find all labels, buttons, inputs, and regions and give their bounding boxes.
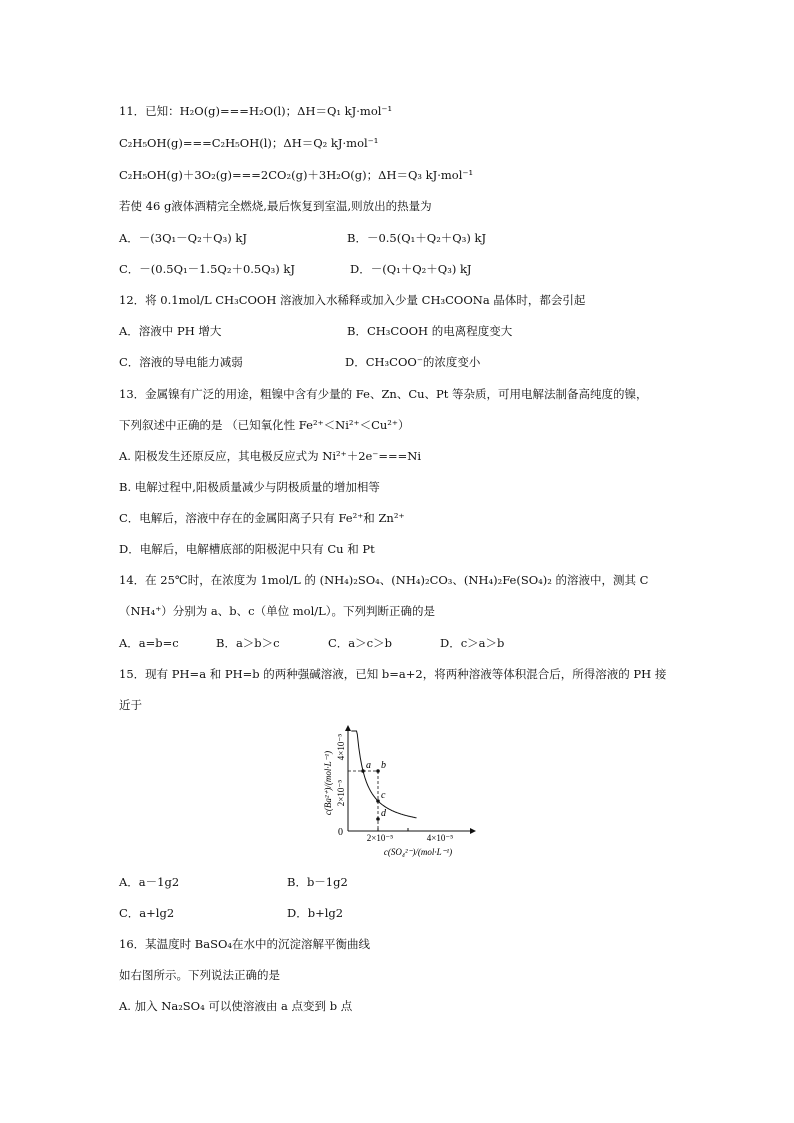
q11-option-d: D．－(Q₁＋Q₂＋Q₃) kJ — [350, 262, 472, 276]
point-b — [376, 769, 380, 773]
q11-option-a: A．－(3Q₁－Q₂＋Q₃) kJ — [119, 231, 247, 245]
q12-option-a: A．溶液中 PH 增大 — [119, 324, 222, 338]
q16-stem-2: 如右图所示。下列说法正确的是 — [119, 968, 280, 982]
solubility-curve — [351, 731, 416, 818]
point-c — [376, 799, 380, 803]
solubility-chart — [320, 725, 480, 860]
q15-option-d: D．b+lg2 — [287, 906, 344, 920]
point-label-c: c — [381, 790, 386, 801]
q15-option-c: C．a+lg2 — [119, 906, 175, 920]
point-a — [361, 769, 365, 773]
q14-stem-2: （NH₄⁺）分别为 a、b、c（单位 mol/L）。下列判断正确的是 — [119, 604, 436, 618]
q15-option-a: A．a－1g2 — [119, 875, 180, 889]
q12-option-b: B．CH₃COOH 的电离程度变大 — [347, 324, 513, 338]
q13-option-b: B. 电解过程中,阳极质量减少与阴极质量的增加相等 — [119, 480, 380, 494]
q11-option-c: C．－(0.5Q₁－1.5Q₂＋0.5Q₃) kJ — [119, 262, 295, 276]
q12-option-d: D．CH₃COO⁻的浓度变小 — [345, 355, 481, 369]
q11-stem: 11．已知：H₂O(g)===H₂O(l)；ΔH＝Q₁ kJ·mol⁻¹ — [119, 104, 393, 118]
point-label-a: a — [366, 760, 371, 771]
point-label-b: b — [381, 760, 386, 771]
q14-option-d: D．c＞a＞b — [440, 636, 505, 650]
q12-option-c: C．溶液的导电能力减弱 — [119, 355, 243, 369]
q11-option-b: B．－0.5(Q₁＋Q₂＋Q₃) kJ — [347, 231, 487, 245]
q16-stem: 16．某温度时 BaSO₄在水中的沉淀溶解平衡曲线 — [119, 937, 371, 951]
q14-option-c: C．a＞c＞b — [328, 636, 392, 650]
q13-stem: 13．金属镍有广泛的用途，粗镍中含有少量的 Fe、Zn、Cu、Pt 等杂质，可用电解法制备高纯度的镍， — [119, 387, 648, 401]
q13-stem-2: 下列叙述中正确的是 （已知氧化性 Fe²⁺＜Ni²⁺＜Cu²⁺） — [119, 418, 410, 432]
point-label-d: d — [381, 808, 386, 819]
q11-equation-2: C₂H₅OH(g)===C₂H₅OH(l)；ΔH＝Q₂ kJ·mol⁻¹ — [119, 136, 379, 150]
q15-stem-2: 近于 — [119, 698, 142, 712]
q16-option-a: A. 加入 Na₂SO₄ 可以使溶液由 a 点变到 b 点 — [119, 999, 353, 1013]
y-tick-label-1: 2×10⁻⁵ — [336, 779, 346, 807]
q14-stem: 14．在 25℃时，在浓度为 1mol/L 的 (NH₄)₂SO₄、(NH₄)₂CO₃、(NH₄)₂Fe(SO₄)₂ 的溶液中，测其 C — [119, 573, 649, 587]
origin-label: 0 — [338, 827, 343, 838]
q11-equation-3: C₂H₅OH(g)＋3O₂(g)===2CO₂(g)＋3H₂O(g)；ΔH＝Q₃ kJ·mol⁻¹ — [119, 168, 474, 182]
x-axis-arrow — [470, 828, 476, 834]
x-tick-label-1: 2×10⁻⁵ — [366, 833, 394, 843]
x-tick-label-2: 4×10⁻⁵ — [426, 833, 454, 843]
q11-question: 若使 46 g液体酒精完全燃烧,最后恢复到室温,则放出的热量为 — [119, 199, 432, 213]
y-tick-label-2: 4×10⁻⁵ — [336, 733, 346, 761]
q14-option-b: B．a＞b＞c — [216, 636, 280, 650]
q12-stem: 12．将 0.1mol/L CH₃COOH 溶液加入水稀释或加入少量 CH₃COONa 晶体时，都会引起 — [119, 293, 586, 307]
q14-option-a: A．a=b=c — [119, 636, 179, 650]
x-axis-label: c(SO₄²⁻)/(mol·L⁻¹) — [383, 847, 453, 857]
q13-option-c: C．电解后，溶液中存在的金属阳离子只有 Fe²⁺和 Zn²⁺ — [119, 511, 405, 525]
q15-option-b: B．b－1g2 — [287, 875, 348, 889]
q13-option-a: A. 阳极发生还原反应，其电极反应式为 Ni²⁺＋2e⁻===Ni — [119, 449, 422, 463]
y-axis-label: c(Ba²⁺)/(mol·L⁻¹) — [323, 750, 333, 816]
q15-stem: 15．现有 PH=a 和 PH=b 的两种强碱溶液，已知 b=a+2，将两种溶液等体积混合后，所得溶液的 PH 接 — [119, 667, 667, 681]
solubility-curve-figure — [320, 725, 480, 860]
point-d — [376, 817, 380, 821]
y-axis-arrow — [345, 725, 351, 731]
q13-option-d: D．电解后，电解槽底部的阳极泥中只有 Cu 和 Pt — [119, 542, 375, 556]
